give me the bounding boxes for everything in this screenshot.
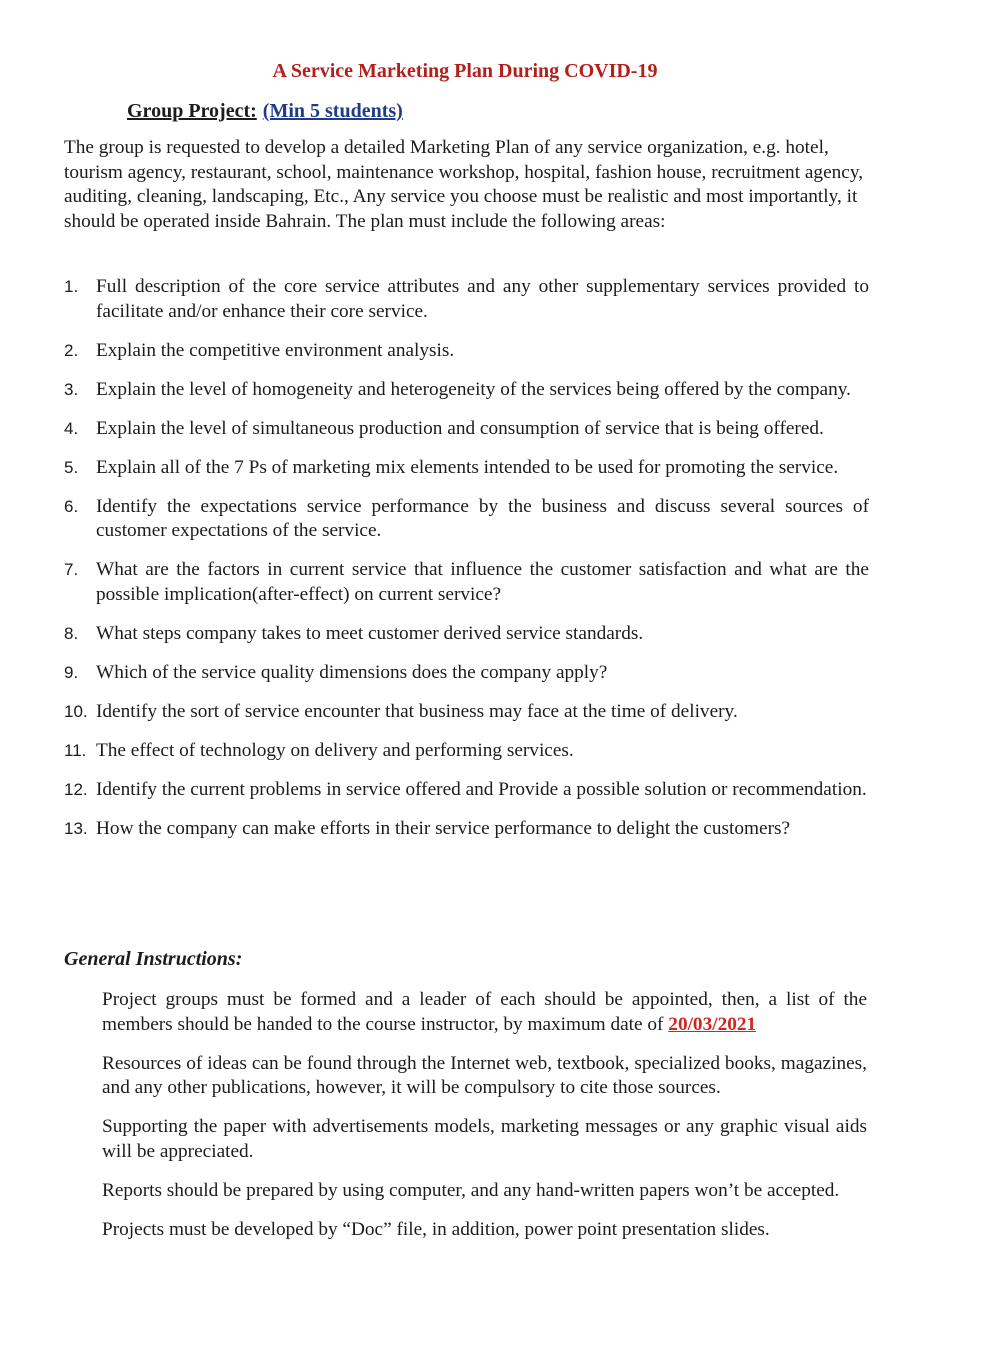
list-item-text: Identify the current problems in service offered and Provide a possible solution or recommendation. [96,778,867,800]
list-item-number: 6. [64,496,79,516]
list-item-number: 13. [64,818,88,838]
list-item-text: Identify the expectations service performance by the business and discuss several sources of customer expectations of the service. [96,495,869,541]
list-item [64,417,869,442]
list-item-text: Explain the competitive environment analysis. [96,339,455,361]
instruction-text: Project groups must be formed and a leader of each should be appointed, then, a list of the members should be handed to the course instructor, by maximum date of [102,989,867,1035]
list-item [64,456,869,481]
instruction-item: Supporting the paper with advertisements models, marketing messages or any graphic visual aids will be appreciated. [102,1116,867,1162]
list-item [64,495,869,544]
list-item [64,739,869,764]
list-item [64,339,869,364]
list-item-text: What are the factors in current service that influence the customer satisfaction and what are the possible implication(after-effect) on current service? [96,559,869,605]
list-item [64,622,869,647]
list-item-text: Identify the sort of service encounter that business may face at the time of delivery. [96,700,738,722]
list-item-text: How the company can make efforts in their service performance to delight the customers? [96,817,791,839]
list-item-number: 8. [64,623,79,643]
group-project-label: Group Project: [127,100,257,122]
list-item-number: 10. [64,701,88,721]
list-item [64,700,869,725]
intro-paragraph: The group is requested to develop a detailed Marketing Plan of any service organization, e.g. hotel, tourism agency, restaurant, school, maintenance workshop, hospital, fashion house, recruitment agency, auditing, cleaning, landscaping, Etc., Any service you choose must be realistic and most importantly, it should be operated inside Bahrain. The plan must include the following areas: [64,137,864,232]
general-instructions-heading: General Instructions: [64,948,243,970]
deadline-date: 20/03/2021 [668,1013,757,1035]
list-item [64,275,869,324]
list-item-number: 11. [64,740,87,760]
list-item-text: Explain the level of homogeneity and heterogeneity of the services being offered by the company. [96,378,851,400]
list-item-number: 9. [64,662,79,682]
list-item-number: 3. [64,379,79,399]
list-item [64,558,869,607]
list-item-number: 2. [64,340,79,360]
list-item-number: 4. [64,418,79,438]
list-item-number: 1. [64,277,79,296]
list-item-number: 12. [64,779,88,799]
instruction-item: Projects must be developed by “Doc” file, in addition, power point presentation slides. [102,1218,770,1240]
list-item-text: The effect of technology on delivery and performing services. [96,739,574,761]
list-item-text: Explain the level of simultaneous production and consumption of service that is being offered. [96,417,824,439]
group-min-students: (Min 5 students) [262,100,403,122]
list-item-number: 5. [64,457,79,477]
document-title: A Service Marketing Plan During COVID-19 [272,60,658,82]
list-item-text: Explain all of the 7 Ps of marketing mix elements intended to be used for promoting the service. [96,456,839,478]
instruction-item [102,988,867,1037]
list-item-number: 7. [64,560,79,579]
requirements-list [64,275,869,856]
list-item [64,378,869,403]
instructions-list [102,988,867,1257]
list-item-text: Which of the service quality dimensions does the company apply? [96,661,608,683]
instruction-item: Resources of ideas can be found through the Internet web, textbook, specialized books, magazines, and any other publications, however, it will be compulsory to cite those sources. [102,1052,867,1098]
group-project-heading [127,100,403,123]
list-item-text: Full description of the core service attributes and any other supplementary services provided to facilitate and/or enhance their core service. [96,276,869,322]
list-item [64,778,869,803]
list-item [64,661,869,686]
instruction-item: Reports should be prepared by using computer, and any hand-written papers won’t be accepted. [102,1179,840,1201]
list-item-text: What steps company takes to meet customer derived service standards. [96,622,644,644]
list-item [64,817,869,842]
